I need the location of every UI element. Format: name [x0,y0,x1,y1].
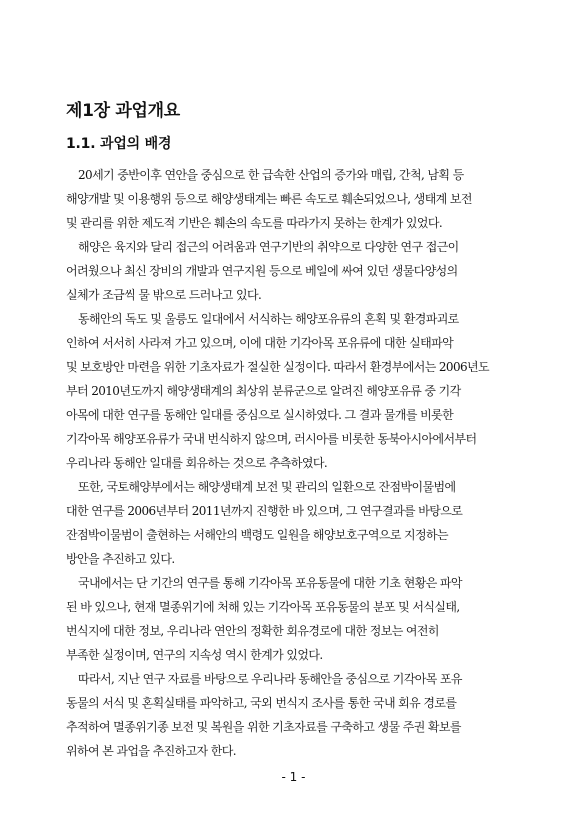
paragraph-3-line: 아목에 대한 연구를 동해안 일대를 중심으로 실시하였다. 그 결과 물개를 비롯한 [66,408,454,422]
paragraph-5-line: 번식지에 대한 정보, 우리나라 연안의 정확한 회유경로에 대한 정보는 여전히 [66,624,439,638]
paragraph-1-line: 및 관리를 위한 제도적 기반은 훼손의 속도를 따라가지 못하는 한계가 있었다. [66,216,443,230]
paragraph-2-line: 실체가 조금씩 물 밖으로 드러나고 있다. [66,288,262,302]
page-number: - 1 - [281,770,306,784]
paragraph-3-line: 우리나라 동해안 일대를 회유하는 것으로 추측하였다. [66,456,328,470]
paragraph-6-line: 따라서, 지난 연구 자료를 바탕으로 우리나라 동해안을 중심으로 기각아목 포유 [78,672,462,686]
chapter-title: 제1장 과업개요 [66,101,180,121]
paragraph-3-line: 동해안의 독도 및 울릉도 일대에서 서식하는 해양포유류의 혼획 및 환경파괴로 [78,312,459,326]
paragraph-6-line: 동물의 서식 및 혼획실태를 파악하고, 국외 번식지 조사를 통한 국내 회유 경로를 [66,696,457,710]
paragraph-5-line: 국내에서는 단 기간의 연구를 통해 기각아목 포유동물에 대한 기초 현황은 파악 [78,576,462,590]
paragraph-6-line: 위하여 본 과업을 추진하고자 한다. [66,744,236,758]
paragraph-5-line: 부족한 실정이며, 연구의 지속성 역시 한계가 있었다. [66,648,323,662]
paragraph-4-line: 방안을 추진하고 있다. [66,552,175,566]
body-text [66,163,521,763]
paragraph-5-line: 된 바 있으나, 현재 멸종위기에 처해 있는 기각아목 포유동물의 분포 및 서식실태, [66,600,460,614]
paragraph-3-line: 부터 2010년도까지 해양생태계의 최상위 분류군으로 알려진 해양포유류 중 기각 [66,384,461,398]
paragraph-1-line: 해양개발 및 이용행위 등으로 해양생태계는 빠른 속도로 훼손되었으나, 생태계 보전 [66,192,472,206]
paragraph-2-line: 어려웠으나 최신 장비의 개발과 연구지원 등으로 베일에 싸여 있던 생물다양성의 [66,264,458,278]
paragraph-3-line: 인하여 서서히 사라져 가고 있으며, 이에 대한 기각아목 포유류에 대한 실태파악 [66,336,454,350]
paragraph-4-line: 잔점박이물범이 출현하는 서해안의 백령도 일원을 해양보호구역으로 지정하는 [66,528,449,542]
paragraph-3-line: 및 보호방안 마련을 위한 기초자료가 절실한 실정이다. 따라서 환경부에서는 2006년도 [66,360,490,374]
paragraph-2-line: 해양은 육지와 달리 접근의 어려움과 연구기반의 취약으로 다양한 연구 접근이 [78,240,459,254]
paragraph-1-line: 20세기 중반이후 연안을 중심으로 한 급속한 산업의 증가와 매립, 간척, 남획 등 [78,168,464,182]
paragraph-6-line: 추적하여 멸종위기종 보전 및 복원을 위한 기초자료를 구축하고 생물 주권 확보를 [66,720,461,734]
paragraph-4-line: 대한 연구를 2006년부터 2011년까지 진행한 바 있으며, 그 연구결과를 바탕으로 [66,504,463,518]
section-title: 1.1. 과업의 배경 [66,136,172,152]
paragraph-3-line: 기각아목 해양포유류가 국내 번식하지 않으며, 러시아를 비롯한 동북아시아에서부터 [66,432,477,446]
paragraph-4-line: 또한, 국토해양부에서는 해양생태계 보전 및 관리의 일환으로 잔점박이물범에 [78,480,456,494]
